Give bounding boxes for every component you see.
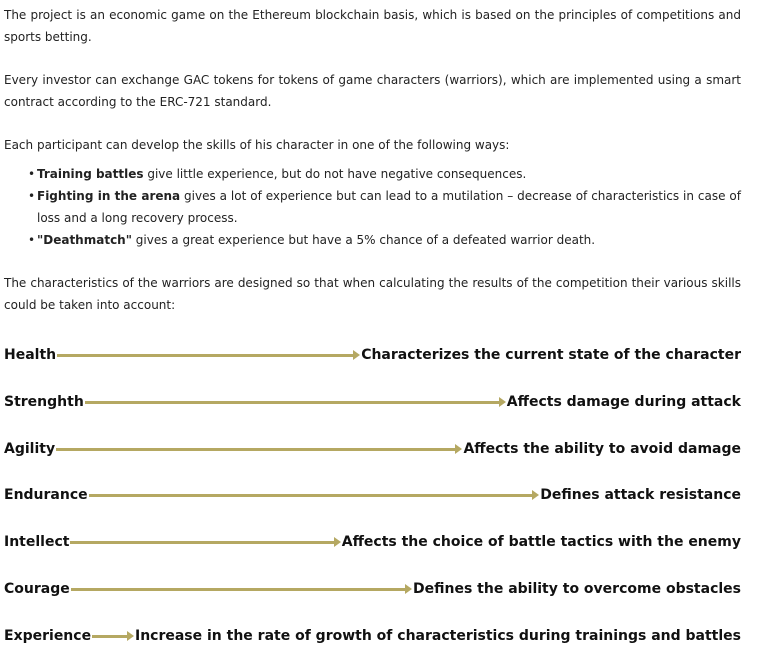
- arrow-right-icon: [92, 635, 129, 638]
- trait-row-intellect: [4, 531, 741, 553]
- trait-description: Defines the ability to overcome obstacles: [413, 581, 741, 597]
- trait-name: Intellect: [4, 534, 70, 550]
- trait-description: Defines attack resistance: [540, 487, 741, 503]
- trait-row-health: [4, 344, 741, 366]
- trait-description: Affects the ability to avoid damage: [463, 441, 741, 457]
- arrow-right-icon: [89, 494, 535, 497]
- way-title: "Deathmatch": [37, 233, 132, 247]
- list-item: [28, 163, 741, 185]
- characteristics-intro: The characteristics of the warriors are designed so that when calculating the results of the competition their various skills could be taken into account:: [4, 276, 741, 312]
- trait-name: Health: [4, 347, 57, 363]
- trait-row-agility: [4, 438, 741, 460]
- trait-row-strength: [4, 391, 741, 413]
- intro-paragraph-1: The project is an economic game on the Ethereum blockchain basis, which is based on the principles of competitions and sports betting.: [4, 8, 741, 44]
- list-item: [28, 229, 741, 251]
- way-title: Fighting in the arena: [37, 189, 181, 203]
- trait-name: Experience: [4, 628, 92, 644]
- trait-name: Courage: [4, 581, 70, 597]
- trait-row-courage: [4, 578, 741, 600]
- trait-description: Affects damage during attack: [506, 394, 741, 410]
- arrow-right-icon: [85, 401, 501, 404]
- trait-description: Affects the choice of battle tactics with the enemy: [341, 534, 741, 550]
- trait-description: Increase in the rate of growth of characteristics during trainings and battles: [134, 628, 741, 644]
- arrow-right-icon: [71, 588, 407, 591]
- intro-paragraph-3: Each participant can develop the skills of his character in one of the following ways:: [4, 138, 510, 152]
- way-title: Training battles: [37, 167, 144, 181]
- trait-description: Characterizes the current state of the character: [361, 347, 741, 363]
- arrow-right-icon: [57, 354, 355, 357]
- arrow-right-icon: [56, 448, 457, 451]
- trait-row-endurance: [4, 484, 741, 506]
- trait-name: Strenghth: [4, 394, 84, 410]
- bullet-dot: •: [28, 233, 36, 247]
- arrow-right-icon: [70, 541, 335, 544]
- intro-paragraph-2: Every investor can exchange GAC tokens for tokens of game characters (warriors), which are implemented using a smart contract according to the ERC-721 standard.: [4, 73, 741, 109]
- trait-name: Agility: [4, 441, 56, 457]
- way-text: give little experience, but do not have negative consequences.: [143, 167, 527, 181]
- way-text: gives a lot of experience but can lead to a mutilation – decrease of characteristics in case of loss and a long recovery process.: [37, 189, 741, 225]
- bullet-dot: •: [28, 189, 36, 203]
- way-text: gives a great experience but have a 5% chance of a defeated warrior death.: [131, 233, 596, 247]
- bullet-dot: •: [28, 167, 36, 181]
- list-item: [28, 185, 741, 229]
- skill-development-list: [28, 163, 741, 251]
- trait-row-experience: [4, 625, 741, 647]
- trait-name: Endurance: [4, 487, 88, 503]
